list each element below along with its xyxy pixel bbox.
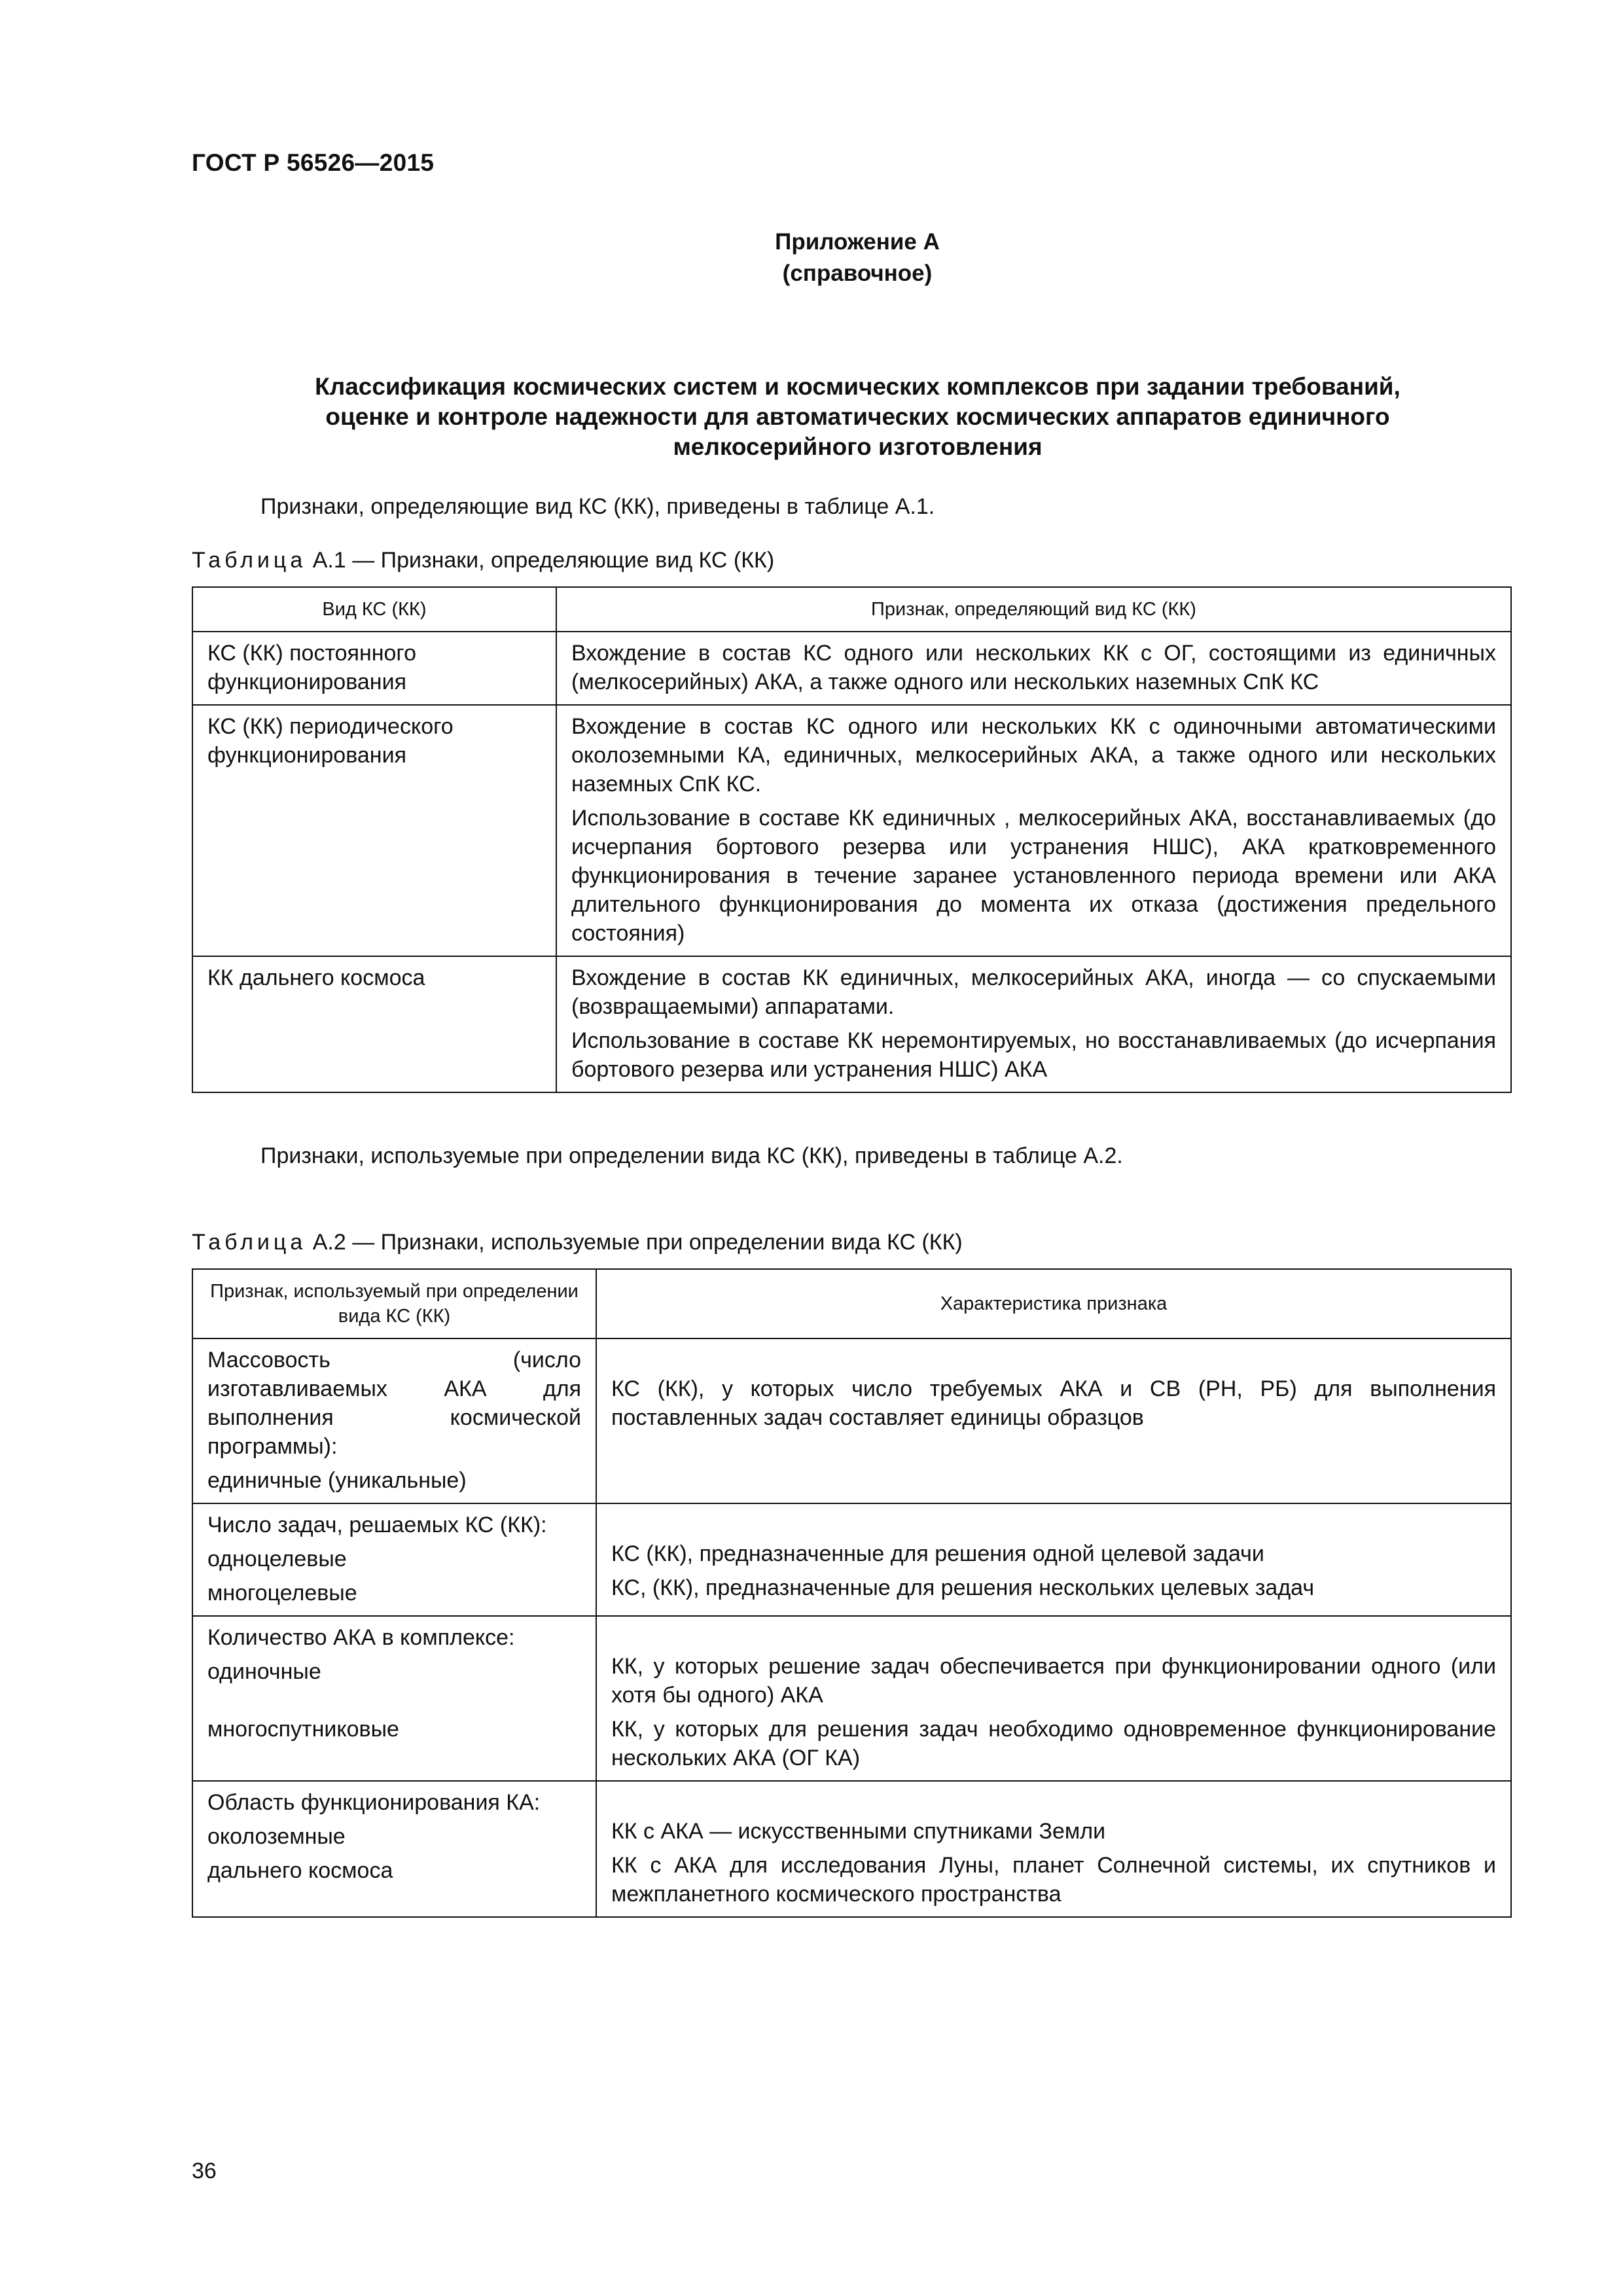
table-2-characteristic-text: КК, у которых для решения задач необходимо одновременное функционирование нескольких АКА (ОГ КА) [611,1717,1496,1770]
table-1-sign-text: Вхождение в состав КС одного или нескольких КК с одиночными автоматическими околоземными КА, единичных, мелкосерийных АКА, а также одного или нескольких наземных СпК КС. [571,714,1496,797]
table-2-sign-text: Число задач, решаемых КС (КК): [207,1513,547,1537]
table-2-characteristic-text: КС (КК), предназначенные для решения одной целевой задачи [611,1541,1264,1566]
table-2-sign-text: Область функционирования КА: [207,1790,541,1815]
table-2-caption-prefix: Таблица [192,1230,307,1255]
table-1-type-text: КК дальнего космоса [207,965,425,990]
table-2-sign-text: одноцелевые [207,1547,347,1571]
table-2-sign-text: единичные (уникальные) [207,1468,467,1493]
table-2-sign-cell [192,1503,596,1616]
table-1-sign-cell [556,632,1511,705]
table-1-header-sign: Признак, определяющий вид КС (КК) [556,587,1511,632]
table-1-caption-prefix: Таблица [192,548,307,573]
table-2-sign-cell [192,1616,596,1781]
table-2-characteristic-text: КС (КК), у которых число требуемых АКА и СВ (РН, РБ) для выполнения поставленных задач составляет единицы образцов [611,1376,1496,1430]
table-2-header-row [192,1269,1511,1338]
table-2-characteristic-cell [596,1616,1511,1781]
table-2-caption [192,1228,963,1257]
table-1 [192,586,1512,1093]
table-1-sign-text: Использование в составе КК единичных , мелкосерийных АКА, восстанавливаемых (до исчерпания бортового резерва или устранения НШС), АКА кратковременного функционирования в течение заранее установленного периода времени или АКА длительного функционирования до момента их отказа (достижения предельного состояния) [571,806,1496,946]
table-1-sign-text: Вхождение в состав КС одного или нескольких КК с ОГ, состоящими из единичных (мелкосерийных) АКА, а также одного или нескольких наземных СпК КС [571,641,1496,694]
table-1-header-row [192,587,1511,632]
table-2-characteristic-text: КС, (КК), предназначенные для решения нескольких целевых задач [611,1575,1315,1600]
table-1-type-text: КС (КК) периодического функционирования [207,714,454,768]
table-1-caption-text: А.1 — Признаки, определяющие вид КС (КК) [306,548,775,573]
table-2-characteristic-text: КК, у которых решение задач обеспечивается при функционировании одного (или хотя бы одного) АКА [611,1654,1496,1708]
table-2-caption-text: А.2 — Признаки, используемые при определении вида КС (КК) [306,1230,963,1255]
table-2-sign-text: многоспутниковые [207,1717,399,1742]
table-1-type-text: КС (КК) постоянного функционирования [207,641,416,694]
table-2-sign-cell [192,1338,596,1503]
table-2-characteristic-cell [596,1503,1511,1616]
table-2-sign-text: Массовость (число изготавливаемых АКА для выполнения космической программы): [207,1348,581,1459]
table-1-caption [192,546,774,575]
table-1-type-cell [192,632,556,705]
section-title-line-1: Классификация космических систем и космических комплексов при задании требований, [315,373,1400,400]
table-2-sign-text: дальнего космоса [207,1858,393,1883]
appendix-heading [0,226,1623,289]
table-2-characteristic-cell [596,1338,1511,1503]
section-title-line-2: оценке и контроле надежности для автоматических космических аппаратов единичного [325,403,1390,430]
table-row [192,1781,1511,1917]
table-row [192,632,1511,705]
table-row [192,956,1511,1092]
page-number: 36 [192,2159,217,2183]
table-2-sign-text: многоцелевые [207,1581,357,1605]
appendix-label: Приложение А [775,229,940,255]
table-2-characteristic-cell [596,1781,1511,1917]
table-2-characteristic-text: КК с АКА для исследования Луны, планет Солнечной системы, их спутников и межпланетного космического пространства [611,1853,1496,1907]
table-2 [192,1268,1512,1918]
section-title [192,372,1510,462]
document-code: ГОСТ Р 56526—2015 [192,149,435,176]
table-1-sign-cell [556,705,1511,956]
table-2-header-sign: Признак, используемый при определении вида КС (КК) [192,1269,596,1338]
table-2-sign-text: Количество АКА в комплексе: [207,1625,515,1650]
table-1-sign-cell [556,956,1511,1092]
table-1-type-cell [192,956,556,1092]
table-row [192,1338,1511,1503]
table-1-type-cell [192,705,556,956]
table-2-characteristic-text: КК с АКА — искусственными спутниками Земли [611,1819,1106,1844]
mid-paragraph: Признаки, используемые при определении вида КС (КК), приведены в таблице А.2. [260,1143,1123,1168]
table-2-sign-text: одиночные [207,1659,321,1684]
table-2-header-characteristic: Характеристика признака [596,1269,1511,1338]
appendix-type: (справочное) [782,260,933,286]
table-2-sign-cell [192,1781,596,1917]
section-title-line-3: мелкосерийного изготовления [673,433,1043,460]
table-row [192,1616,1511,1781]
intro-paragraph: Признаки, определяющие вид КС (КК), приведены в таблице А.1. [260,494,935,519]
table-row [192,1503,1511,1616]
table-1-sign-text: Вхождение в состав КК единичных, мелкосерийных АКА, иногда — со спускаемыми (возвращаемыми) аппаратами. [571,965,1496,1019]
table-row [192,705,1511,956]
table-2-sign-text: околоземные [207,1824,346,1849]
table-1-sign-text: Использование в составе КК неремонтируемых, но восстанавливаемых (до исчерпания бортового резерва или устранения НШС) АКА [571,1028,1496,1082]
table-1-header-type: Вид КС (КК) [192,587,556,632]
